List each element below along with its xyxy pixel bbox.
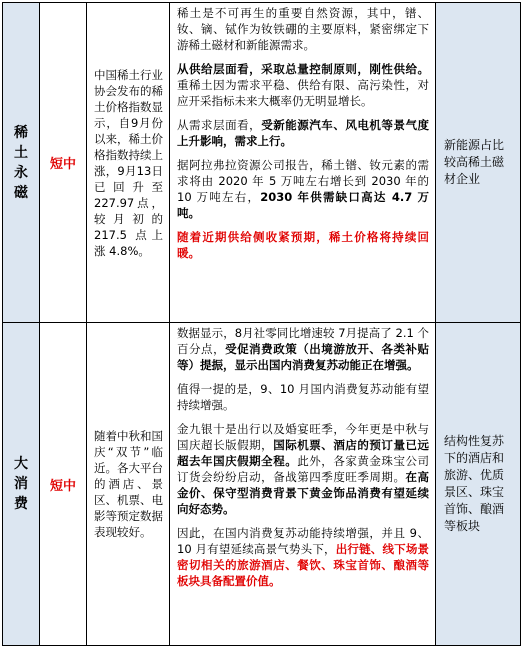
sector-analysis-table <box>2 2 521 646</box>
analysis-text: 出行链、线下场景密切相关的旅游酒店、餐饮、珠宝首饰、酿酒等板块具备配置价值。 <box>177 542 429 588</box>
analysis-paragraph <box>177 5 429 53</box>
analysis-paragraph <box>177 381 429 413</box>
sector-char: 磁 <box>14 184 28 201</box>
sector-char: 永 <box>14 164 28 181</box>
analysis-text: 金九银十是出行以及婚宴旺季，今年更是中秋与国庆超长版假期， <box>177 422 429 452</box>
analysis-text: 值得一提的是，9、10 月国内消费复苏动能有望持续增强。 <box>177 382 429 412</box>
sector-char: 费 <box>14 496 28 512</box>
sector-char: 大 <box>14 456 28 472</box>
analysis-text: 2030 年供需缺口高达 4.7 万吨。 <box>177 190 429 220</box>
sector-char: 土 <box>14 144 28 161</box>
table-row <box>3 3 521 323</box>
analysis-paragraph <box>177 157 429 221</box>
analysis-text: 受促消费政策（出境游放开、各类补贴等）提振，显示出国内消费复苏动能正在增强。 <box>177 342 430 372</box>
analysis-text: 稀土是不可再生的重要自然资源，其中，镨、钕、镝、铽作为钕铁硼的主要原料，紧密绑定下游稀土磁材和新能源需求。 <box>177 6 429 52</box>
analysis-cell <box>170 323 436 646</box>
analysis-paragraph <box>177 229 429 261</box>
catalyst-cell: 中国稀土行业协会发布的稀土价格指数显示，自9月份以来，稀土价格指数持续上涨，9月13日已回升至 227.97点，较月初的 217.5 点上涨 4.8%。 <box>87 3 170 323</box>
sector-cell <box>3 323 40 646</box>
analysis-text: 数据显示，8月社零同比增速较 7月提高了 2.1 个百分点， <box>177 326 429 356</box>
analysis-text: 随着近期供给侧收紧预期，稀土价格将持续回暖。 <box>177 230 429 260</box>
analysis-text: 重稀土因为需求平稳、供给有限、高污染性，对应开采指标未来大概率仍无明显增长。 <box>177 78 429 108</box>
analysis-text: 因此，在国内消费复苏动能持续增强，并且 9、10 月有望延续高景气势头下， <box>177 526 429 556</box>
analysis-text: 受新能源汽车、风电机等景气度上升影响，需求上行。 <box>177 118 430 148</box>
analysis-text: 从需求层面看， <box>177 118 262 132</box>
analysis-paragraph <box>177 525 429 589</box>
horizon-cell: 短中 <box>40 3 87 323</box>
sector-char: 稀 <box>14 124 28 141</box>
targets-cell: 新能源占比较高稀土磁材企业 <box>436 3 521 323</box>
analysis-text: 国际机票、酒店的预订量已远超去年国庆假期全程。 <box>177 438 430 468</box>
analysis-paragraph <box>177 325 429 373</box>
table-body <box>3 3 521 646</box>
sector-char: 消 <box>14 476 28 492</box>
analysis-paragraph <box>177 61 429 109</box>
sector-cell <box>3 3 40 323</box>
catalyst-cell: 随着中秋和国庆“双节”临近。各大平台的酒店、景区、机票、电影等预定数据表现较好。 <box>87 323 170 646</box>
analysis-paragraph <box>177 421 429 517</box>
analysis-text: 此外，各家黄金珠宝公司订货会纷纷启动，备战第四季度旺季周期。 <box>177 454 429 484</box>
analysis-text: 据阿拉弗拉资源公司报告，稀土镨、钕元素的需求将由 2020 年 5 万吨左右增长到 2030 年的 10 万吨左右， <box>177 158 429 204</box>
targets-cell: 结构性复苏下的酒店和旅游、优质景区、珠宝首饰、酿酒等板块 <box>436 323 521 646</box>
analysis-paragraph <box>177 117 429 149</box>
analysis-text: 在高金价、保守型消费背景下黄金饰品消费有望延续向好态势。 <box>177 470 430 516</box>
table-row <box>3 323 521 646</box>
horizon-cell: 短中 <box>40 323 87 646</box>
analysis-cell <box>170 3 436 323</box>
analysis-text: 从供给层面看，采取总量控制原则，刚性供给。 <box>177 62 429 76</box>
